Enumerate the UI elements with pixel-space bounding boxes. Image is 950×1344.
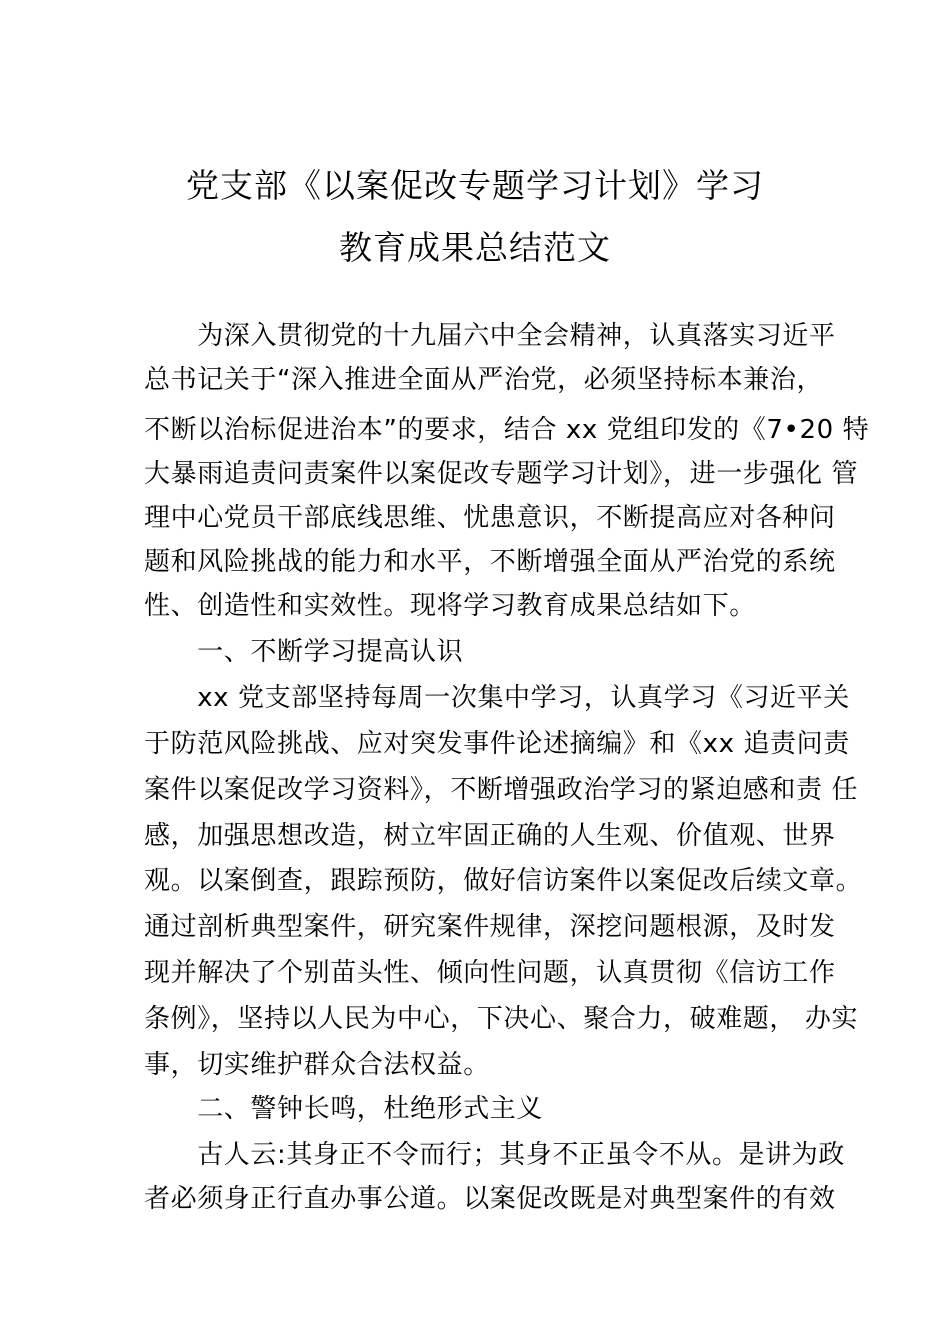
body-text-line: 事，切实维护群众合法权益。 [144, 1050, 490, 1080]
body-text-line: 于防范风险挑战、应对突发事件论述摘编》和《xx 追责问责 [144, 729, 850, 759]
body-text-line: 案件以案促改学习资料》，不断增强政治学习的紧迫感和责 任 [144, 775, 859, 805]
body-text-line: 现并解决了个别苗头性、倾向性问题，认真贯彻《信访工作 [144, 958, 836, 988]
body-text-line: xx 党支部坚持每周一次集中学习，认真学习《习近平关 [144, 683, 850, 713]
document-title-line-2: 教育成果总结范文 [339, 228, 611, 267]
section-heading: 二、警钟长鸣，杜绝形式主义 [144, 1094, 544, 1124]
body-text-line: 古人云:其身正不令而行；其身不正虽令不从。是讲为政 [144, 1140, 845, 1170]
body-text-line: 不断以治标促进治本”的要求，结合 xx 党组印发的《7•20 特 [144, 415, 870, 445]
body-text-line: 题和风险挑战的能力和水平，不断增强全面从严治党的系统 [144, 547, 836, 577]
body-text-line: 为深入贯彻党的十九届六中全会精神，认真落实习近平 [144, 321, 836, 351]
body-text-line: 观。以案倒查，跟踪预防，做好信访案件以案促改后续文章。 [144, 866, 863, 896]
body-text-line: 通过剖析典型案件，研究案件规律，深挖问题根源，及时发 [144, 912, 836, 942]
body-text-line: 条例》，坚持以人民为中心，下决心、聚合力，破难题， 办实 [144, 1004, 859, 1034]
body-text-line: 大暴雨追责问责案件以案促改专题学习计划》，进一步强化 管 [144, 459, 859, 489]
body-text-line: 感，加强思想改造，树立牢固正确的人生观、价值观、世界 [144, 821, 836, 851]
body-text-line: 性、创造性和实效性。现将学习教育成果总结如下。 [144, 591, 756, 621]
body-text-line: 理中心党员干部底线思维、忧患意识，不断提高应对各种问 [144, 503, 836, 533]
document-title-line-1: 党支部《以案促改专题学习计划》学习 [186, 166, 764, 205]
body-text-line: 者必须身正行直办事公道。以案促改既是对典型案件的有效 [144, 1184, 836, 1214]
body-text-line: 总书记关于“深入推进全面从严治党，必须坚持标本兼治， [144, 365, 824, 395]
section-heading: 一、不断学习提高认识 [144, 637, 464, 667]
